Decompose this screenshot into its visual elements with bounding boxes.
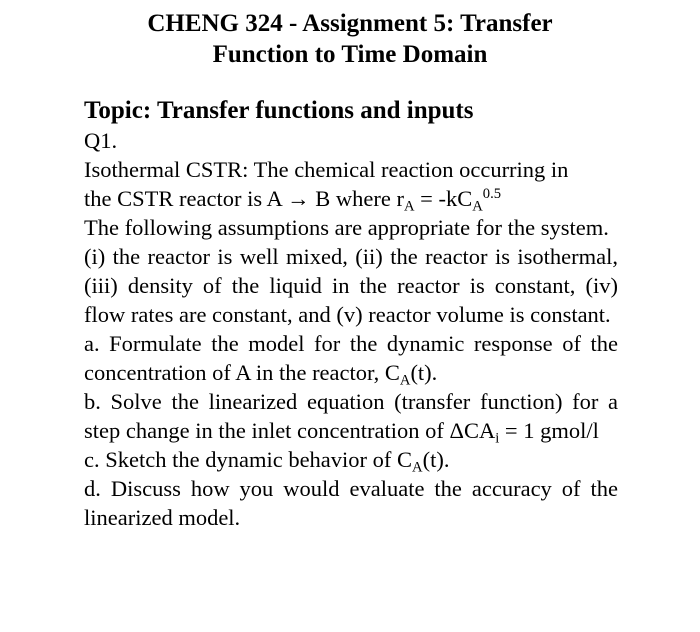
intro-text: the CSTR reactor is A → B where r bbox=[84, 186, 404, 211]
assumptions-list: (i) the reactor is well mixed, (ii) the reactor is isothermal, (iii) density of the liquid in the reactor is constant, (iv) flow rates are constant, and (v) reactor volume is constant. bbox=[84, 244, 618, 327]
assumptions-intro: The following assumptions are appropriate for the system. bbox=[84, 215, 609, 240]
document-title bbox=[0, 8, 700, 70]
concentration-subscript: A bbox=[472, 198, 483, 215]
rate-subscript: A bbox=[403, 198, 415, 215]
part-c-end: (t). bbox=[422, 447, 450, 472]
part-c-subscript: A bbox=[412, 459, 423, 476]
part-b-text: b. Solve the linearized equation (transfer function) for a step change in the inlet concentration of ΔCA bbox=[84, 389, 618, 443]
title-line-2: Function to Time Domain bbox=[212, 41, 488, 68]
title-line-1: CHENG 324 - Assignment 5: Transfer bbox=[147, 10, 553, 37]
part-a-text: a. Formulate the model for the dynamic response of the concentration of A in the reactor, C bbox=[84, 331, 618, 385]
rate-exponent: 0.5 bbox=[482, 185, 502, 202]
part-a bbox=[84, 329, 618, 387]
document-body bbox=[84, 95, 618, 532]
part-a-subscript: A bbox=[399, 372, 411, 389]
part-b bbox=[84, 387, 618, 445]
topic-heading: Topic: Transfer functions and inputs bbox=[84, 97, 474, 124]
part-b-subscript: i bbox=[495, 430, 500, 447]
question-number: Q1. bbox=[84, 128, 118, 153]
intro-line-1: Isothermal CSTR: The chemical reaction occurring in bbox=[84, 157, 569, 182]
part-c-text: c. Sketch the dynamic behavior of C bbox=[84, 447, 413, 472]
part-b-end: = 1 gmol/l bbox=[499, 418, 599, 443]
part-c bbox=[84, 445, 618, 474]
rate-equation: = -kC bbox=[414, 186, 473, 211]
intro-line-2 bbox=[84, 184, 618, 213]
part-a-end: (t). bbox=[410, 360, 438, 385]
part-d: d. Discuss how you would evaluate the accuracy of the linearized model. bbox=[84, 476, 618, 530]
